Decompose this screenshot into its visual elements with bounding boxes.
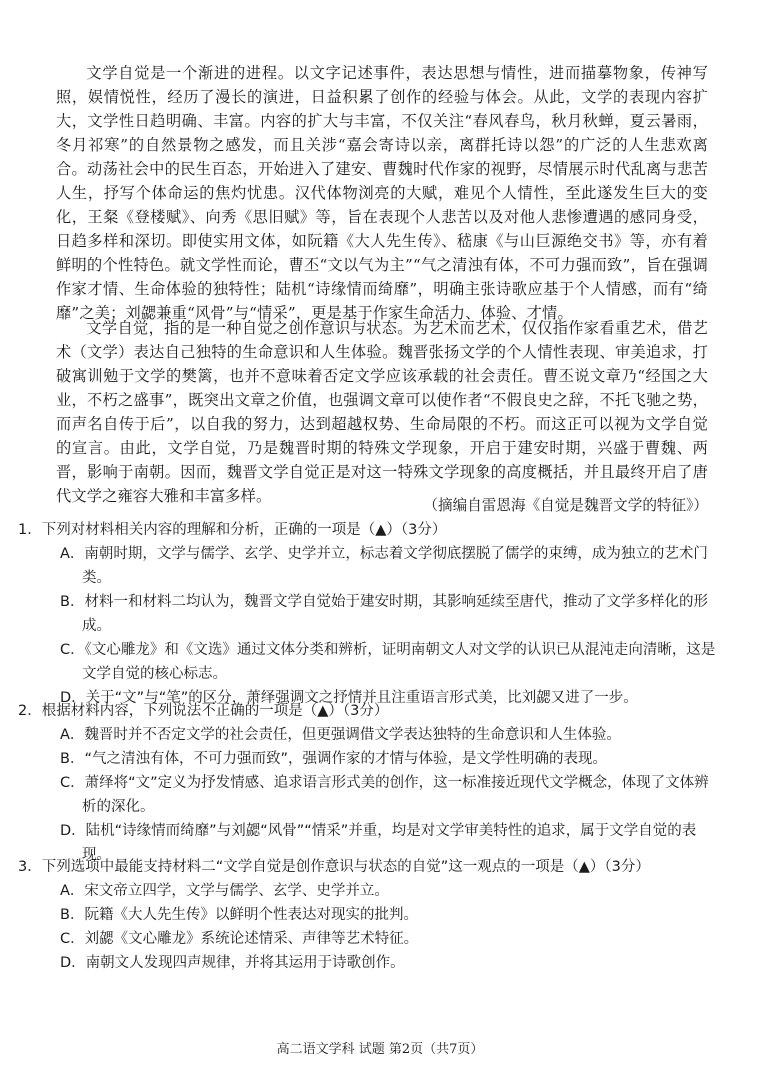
option-a: A．宋文帝立四学，文学与儒学、玄学、史学并立。 <box>60 883 389 899</box>
option-c: C．刘勰《文心雕龙》系统论述情采、声律等艺术特征。 <box>60 931 419 947</box>
question-1 <box>18 518 718 710</box>
option-a: A．魏晋时并不否定文学的社会责任，但更强调借文学表达独特的生命意识和人生体验。 <box>60 727 621 743</box>
option-c: C．萧绎将“文”定义为抒发情感、追求语言形式美的创作，这一标准接近现代文学概念，体现了文体辨析的深化。 <box>60 775 709 815</box>
passage-source: （摘编自雷恩海《自觉是魏晋文学的特征》） <box>423 497 708 514</box>
question-stem: 3．下列选项中最能支持材料二“文学自觉是创作意识与状态的自觉”这一观点的一项是（▲）（3分） <box>18 859 650 875</box>
option-d: D．陆机“诗缘情而绮靡”与刘勰“风骨”“情采”并重，均是对文学审美特性的追求，属于文学自觉的表现。 <box>60 823 697 863</box>
question-stem: 1．下列对材料相关内容的理解和分析，正确的一项是（▲）（3分） <box>18 522 447 538</box>
option-b: B．“气之清浊有体，不可力强而致”，强调作家的才情与体验，是文学性明确的表现。 <box>60 751 607 767</box>
option-d: D．南朝文人发现四声规律，并将其运用于诗歌创作。 <box>60 955 405 971</box>
question-stem: 2．根据材料内容，下列说法不正确的一项是（▲）（3分） <box>18 703 389 719</box>
passage-paragraph-2: 文学自觉，指的是一种自觉之创作意识与状态。为艺术而艺术，仅仅指作家看重艺术，借艺术（文学）表达自己独特的生命意识和人生体验。魏晋张扬文学的个人情性表现、审美追求，打破寓训勉于文学的樊篱，也并不意味着否定文学应该承载的社会责任。曹丕说文章乃“经国之大业，不朽之盛事”，既突出文章之价值，也强调文章可以使作者“不假良史之辞，不托飞驰之势，而声名自传于后”，以自我的努力，达到超越权势、生命局限的不朽。而这正可以视为文学自觉的宣言。由此，文学自觉，乃是魏晋时期的特殊文学现象，开启于建安时期，兴盛于曹魏、两晋，影响于南朝。因而，魏晋文学自觉正是对这一特殊文学现象的高度概括，并且最终开启了唐代文学之雍容大雅和丰富多样。 <box>56 319 708 505</box>
option-b: B．阮籍《大人先生传》以鲜明个性表达对现实的批判。 <box>60 907 418 923</box>
passage-paragraph-1: 文学自觉是一个渐进的进程。以文字记述事件，表达思想与情性，进而描摹物象，传神写照，娱情悦性，经历了漫长的演进，日益积累了创作的经验与体会。从此，文学的表现内容扩大，文学性日趋明确、丰富。内容的扩大与丰富，不仅关注“春风春鸟，秋月秋蝉，夏云暑雨，冬月祁寒”的自然景物之感发，而且关涉“嘉会寄诗以亲，离群托诗以怨”的广泛的人生悲欢离合。动荡社会中的民生百态，开始进入了建安、曹魏时代作家的视野，尽情展示时代乱离与悲苦人生，抒写个体命运的焦灼忧患。汉代体物浏亮的大赋，难见个人情性，至此遂发生巨大的变化，王粲《登楼赋》、向秀《思旧赋》等，旨在表现个人悲苦以及对他人悲惨遭遇的感同身受，日趋多样和深切。即使实用文体，如阮籍《大人先生传》、嵇康《与山巨源绝交书》等，亦有着鲜明的个性特色。就文学性而论，曹丕“文以气为主”“气之清浊有体，不可力强而致”，旨在强调作家才情、生命体验的独特性；陆机“诗缘情而绮靡”，明确主张诗歌应基于个人情感，而有“绮靡”之美；刘勰兼重“风骨”与“情采”，更是基于作家生命活力、体验、才情。 <box>56 64 708 322</box>
question-2 <box>18 699 718 867</box>
option-b: B．材料一和材料二均认为，魏晋文学自觉始于建安时期，其影响延续至唐代，推动了文学多样化的形成。 <box>60 594 708 634</box>
option-c: C．《文心雕龙》和《文选》通过文体分类和辨析，证明南朝文人对文学的认识已从混沌走向清晰，这是文学自觉的核心标志。 <box>60 642 716 682</box>
option-a: A．南朝时期，文学与儒学、玄学、史学并立，标志着文学彻底摆脱了儒学的束缚，成为独立的艺术门类。 <box>60 546 708 586</box>
option-d: D．关于“文”与“笔”的区分，萧绎强调文之抒情并且注重语言形式美，比刘勰又进了一步。 <box>60 690 638 706</box>
page-footer: 高二语文学科 试题 第2页（共7页） <box>276 1042 484 1057</box>
question-3 <box>18 855 718 975</box>
